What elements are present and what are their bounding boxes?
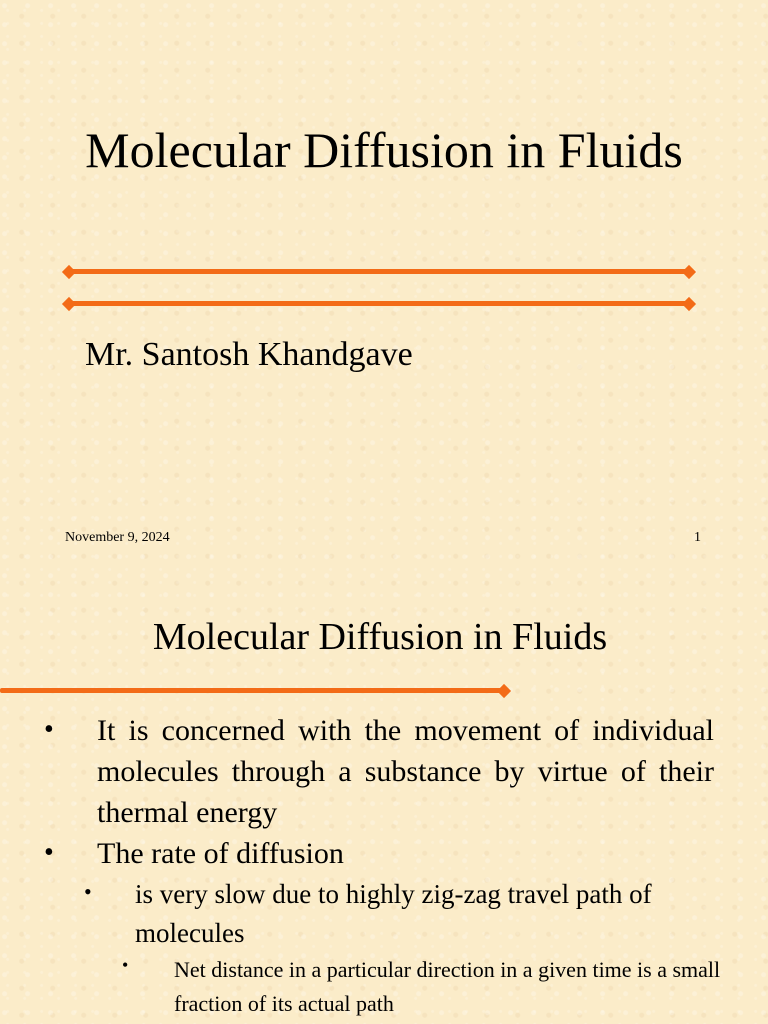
title-underline — [0, 688, 504, 693]
divider-line-bottom — [68, 301, 690, 306]
diamond-right-top — [682, 265, 696, 279]
underline-diamond — [497, 684, 511, 698]
bullet-marker: • — [44, 837, 54, 868]
author-name: Mr. Santosh Khandgave — [85, 336, 413, 373]
bullet-marker: • — [84, 879, 92, 904]
content-slide — [0, 575, 768, 1024]
slide-title: Molecular Diffusion in Fluids — [85, 122, 683, 178]
sub-sub-bullet-text: Net distance in a particular direction in a given time is a small fraction of its actual path — [174, 957, 721, 1016]
bullet-text: The rate of diffusion — [97, 837, 344, 870]
slide-date: November 9, 2024 — [65, 530, 170, 545]
slide-number: 1 — [694, 530, 701, 545]
divider-line-top — [68, 269, 690, 274]
bullet-marker: • — [122, 955, 129, 975]
bullet-marker: • — [44, 714, 54, 745]
diamond-left-bottom — [62, 297, 76, 311]
diamond-right-bottom — [682, 297, 696, 311]
bullet-text: It is concerned with the movement of individual molecules through a substance by virtue of their thermal energy — [97, 714, 714, 829]
diamond-left-top — [62, 265, 76, 279]
sub-bullet-text: is very slow due to highly zig-zag travel path of molecules — [135, 879, 652, 948]
slide-title: Molecular Diffusion in Fluids — [152, 616, 608, 658]
